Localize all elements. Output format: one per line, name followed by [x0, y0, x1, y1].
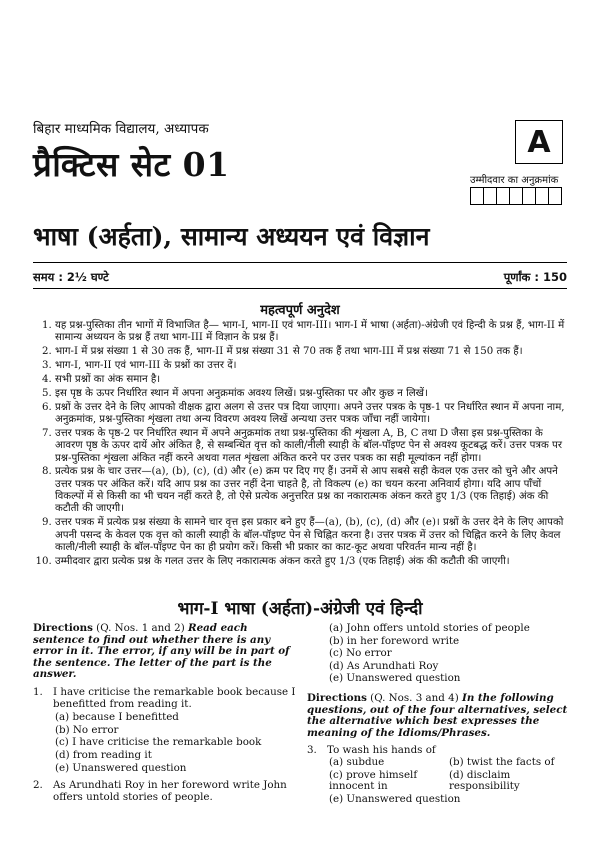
instruction-item: 7. उत्तर पत्रक के पृष्ठ-2 पर निर्धारित स्थान में अपने अनुक्रमांक तथा प्रश्न-पुस्तिका की शृंखला A, B, C तथा D जैसा इस प्रश्न-पुस्तिका के आवरण पृष्ठ के ऊपर दायें ओर अंकित है, से सम्बन्धित वृत्त को काली/नीली स्याही के बॉल-पॉइण्ट पेन से अवश्य कूटबद्ध करें। उत्तर पत्रक पर प्रश्न-पुस्तिका शृंखला अंकित नहीं करने अथवा गलत शृंखला अंकित करने पर उत्तर पत्रक का सही मूल्यांकन नहीं होगा।	[55, 428, 567, 465]
instruction-item: 2. भाग-I में प्रश्न संख्या 1 से 30 तक हैं, भाग-II में प्रश्न संख्या 31 से 70 तक हैं तथा भाग-III में प्रश्न संख्या 71 से 150 तक हैं।	[55, 346, 567, 358]
question-2-options	[329, 623, 569, 685]
divider-top	[33, 262, 567, 263]
question-1-options	[55, 712, 298, 774]
instruction-item: 1. यह प्रश्न-पुस्तिका तीन भागों में विभाजित है— भाग-I, भाग-II एवं भाग-III। भाग-I में भाषा (अर्हता)-अंग्रेजी एवं हिन्दी के प्रश्न हैं, भाग-II में सामान्य अध्ययन के प्रश्न हैं तथा भाग-III में विज्ञान के प्रश्न हैं।	[55, 320, 567, 345]
option: (b) in her foreword write	[329, 634, 460, 647]
option: (a) because I benefitted	[55, 711, 179, 724]
question-1: 1. I have criticise the remarkable book because I benefitted from reading it.	[33, 685, 296, 710]
option: (a) subdue	[329, 755, 385, 768]
divider-bottom	[33, 288, 567, 289]
instruction-item: 6. प्रश्नों के उत्तर देने के लिए आपको वीक्षक द्वारा अलग से उत्तर पत्र दिया जाएगा। अपने उत्तर पत्रक के पृष्ठ-1 पर निर्धारित स्थान में अपना नाम, अनुक्रमांक, प्रश्न-पुस्तिका शृंखला तथा अन्य विवरण अवश्य लिखें अन्यथा उत्तर पत्रक जाँचा नहीं जायेगा।	[55, 402, 567, 427]
directions-1: Directions (Q. Nos. 1 and 2) Read each sentence to find out whether there is any error in it. The error, if any will be in part of the sentence. The letter of the part is the answer.	[33, 622, 290, 681]
option: (b) twist the facts of	[449, 755, 555, 768]
directions-2: Directions (Q. Nos. 3 and 4) In the following questions, out of the four alternatives, select the alternative which best expresses the meaning of the Idioms/Phrases.	[307, 691, 568, 739]
option: (c) prove himself innocent in	[329, 768, 418, 793]
roll-number-label: उम्मीदवार का अनुक्रमांक	[470, 175, 559, 186]
max-marks: पूर्णांक : 150	[503, 270, 567, 284]
instruction-item: 9. उत्तर पत्रक में प्रत्येक प्रश्न संख्या के सामने चार वृत्त इस प्रकार बने हुए हैं—(a), (b), (c), (d) और (e)। प्रश्नों के उत्तर देने के लिए आपको अपनी पसन्द के केवल एक वृत्त को काली स्याही के बॉल-पॉइण्ट पेन से चिह्नित करना है। उत्तर पत्रक में उत्तर को चिह्नित करने के लिए केवल काली/नीली स्याही के बॉल-पॉइण्ट पेन का ही प्रयोग करें। किसी भी प्रकार का काट-कूट अथवा परिवर्तन मान्य नहीं है।	[55, 517, 567, 554]
questions-right-column	[307, 623, 569, 805]
instruction-item: 10. उम्मीदवार द्वारा प्रत्येक प्रश्न के गलत उत्तर के लिए नकारात्मक अंकन करते हुए 1/3 (एक तिहाई) अंक की कटौती की जाएगी।	[55, 556, 567, 568]
instruction-item: 3. भाग-I, भाग-II एवं भाग-III के प्रश्नों का उत्तर दें।	[55, 360, 567, 372]
roll-number-boxes[interactable]	[470, 187, 562, 205]
question-2: 2. As Arundhati Roy in her foreword write John offers untold stories of people.	[33, 779, 287, 803]
option: (d) from reading it	[55, 748, 152, 761]
time-allowed: समय : 2½ घण्टे	[33, 270, 109, 284]
set-letter: A	[527, 124, 551, 160]
instruction-item: 8. प्रत्येक प्रश्न के चार उत्तर—(a), (b), (c), (d) और (e) क्रम पर दिए गए हैं। उनमें से आप सबसे सही केवल एक उत्तर को चुने और अपने उत्तर पत्रक पर अंकित करें। यदि आप प्रश्न का उत्तर नहीं देना चाहते है, तो विकल्प (e) का चयन करना अनिवार्य होगा। यदि आप पाँचों विकल्पों में से किसी का भी चयन नहीं करते है, तो ऐसे प्रत्येक अनुत्तरित प्रश्न का नकारात्मक अंकन करते हुए 1/3 (एक तिहाई) अंक की कटौती की जाएगी।	[55, 466, 567, 515]
exam-subtitle: भाषा (अर्हता), सामान्य अध्ययन एवं विज्ञान	[33, 222, 430, 251]
instruction-item: 5. इस पृष्ठ के ऊपर निर्धारित स्थान में अपना अनुक्रमांक अवश्य लिखें। प्रश्न-पुस्तिका पर और कुछ न लिखें।	[55, 388, 567, 400]
option: (c) No error	[329, 647, 392, 660]
option: (d) disclaim responsibility	[449, 768, 520, 793]
option: (a) John offers untold stories of people	[329, 622, 530, 634]
question-3-options	[329, 757, 569, 794]
exam-series: बिहार माध्यमिक विद्यालय, अध्यापक	[33, 121, 209, 137]
option: (e) Unanswered question	[55, 761, 187, 774]
instructions-list	[33, 320, 567, 570]
option: (e) Unanswered question	[329, 672, 461, 685]
option: (d) As Arundhati Roy	[329, 659, 439, 672]
part-heading: भाग-I भाषा (अर्हता)-अंग्रेजी एवं हिन्दी	[177, 599, 423, 619]
set-letter-box	[515, 120, 563, 164]
question-3: 3. To wash his hands of	[307, 744, 436, 757]
questions-left-column	[33, 623, 298, 803]
option: (c) I have criticise the remarkable book	[55, 736, 262, 749]
instructions-heading: महत्वपूर्ण अनुदेश	[260, 303, 340, 318]
option: (e) Unanswered question	[329, 792, 461, 805]
page-title: प्रैक्टिस सेट 01	[33, 145, 230, 184]
option: (b) No error	[55, 723, 119, 736]
instruction-item: 4. सभी प्रश्नों का अंक समान है।	[55, 374, 567, 386]
